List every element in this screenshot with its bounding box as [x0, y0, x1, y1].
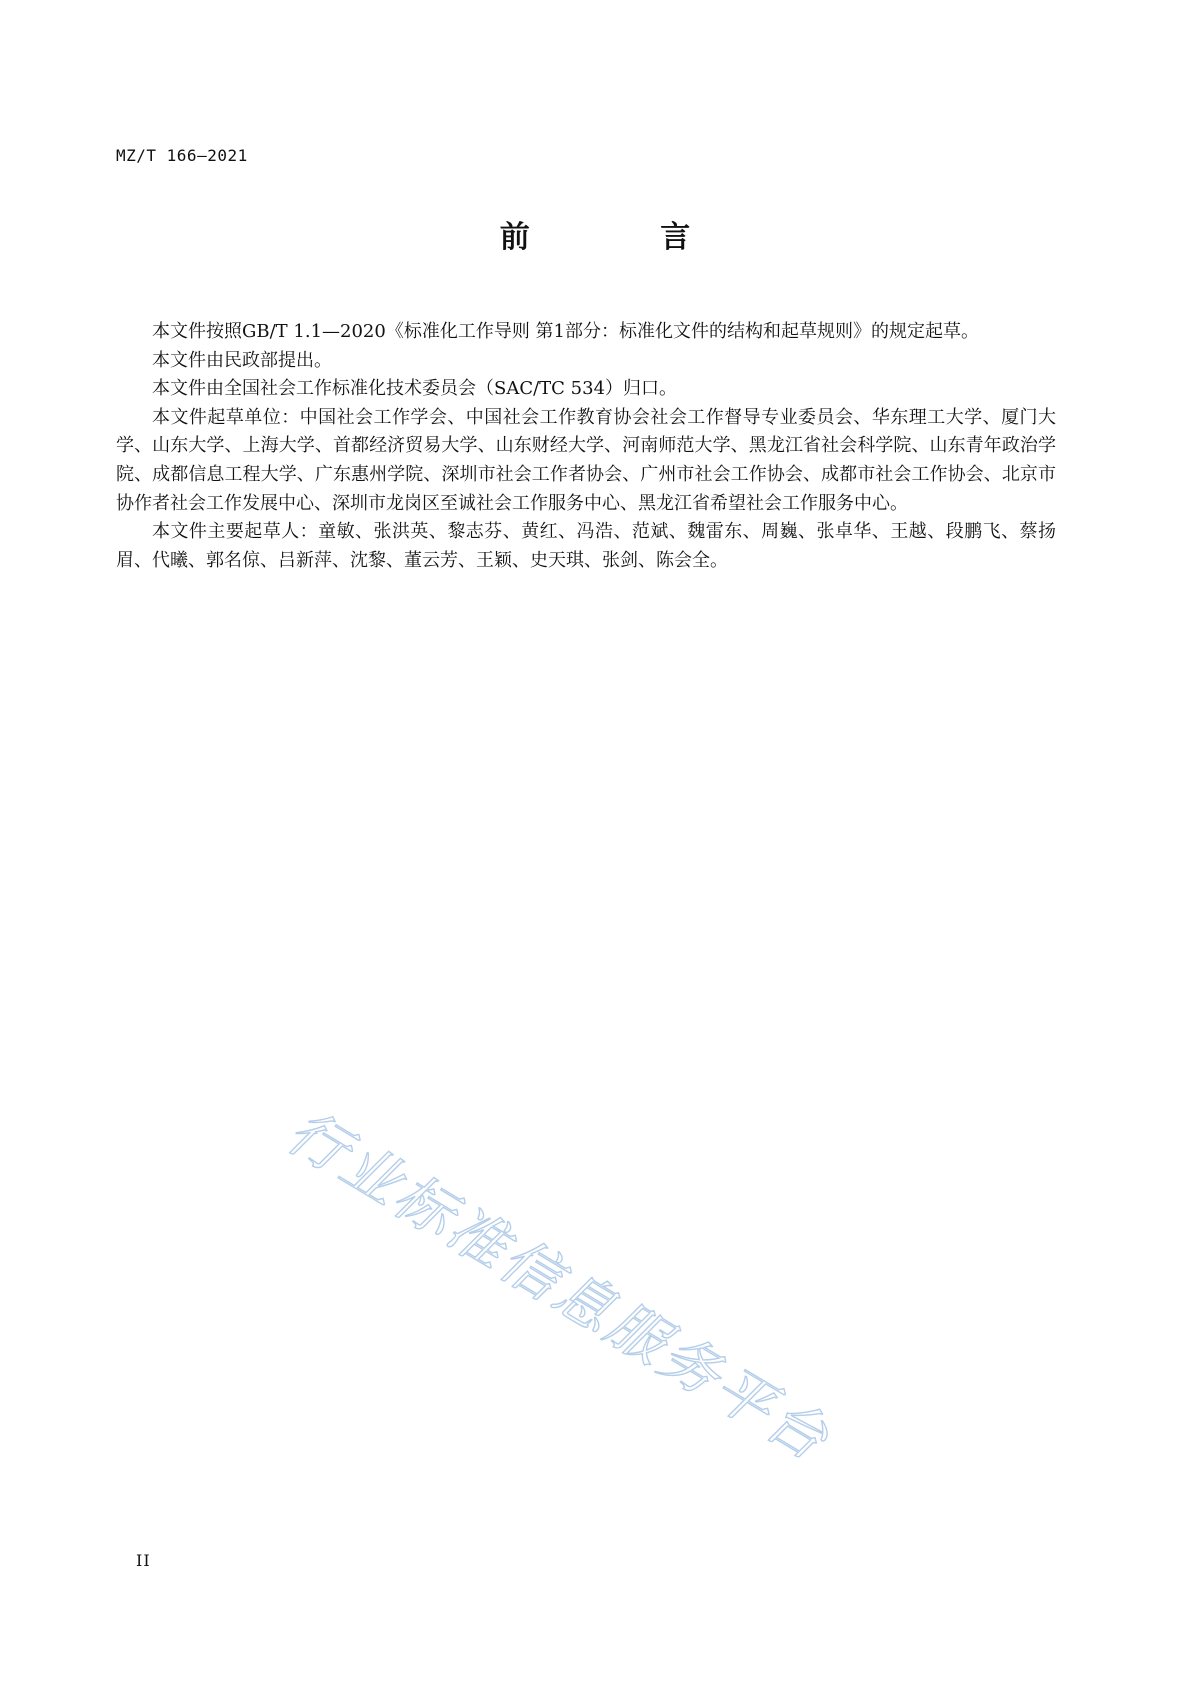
standard-code: MZ/T 166—2021: [116, 146, 248, 165]
paragraph-proposer: 本文件由民政部提出。: [152, 349, 332, 371]
page-title: 前 言: [499, 220, 751, 255]
paragraph-drafters: 本文件主要起草人：童敏、张洪英、黎志芬、黄红、冯浩、范斌、魏雷东、周巍、张卓华、王越、段鹏飞、蔡扬眉、代曦、郭名倞、吕新萍、沈黎、董云芳、王颖、史天琪、张剑、陈会全。: [116, 521, 1056, 571]
paragraph-drafting-units: 本文件起草单位：中国社会工作学会、中国社会工作教育协会社会工作督导专业委员会、华东理工大学、厦门大学、山东大学、上海大学、首都经济贸易大学、山东财经大学、河南师范大学、黑龙江省社会科学院、山东青年政治学院、成都信息工程大学、广东惠州学院、深圳市社会工作者协会、广州市社会工作协会、成都市社会工作协会、北京市协作者社会工作发展中心、深圳市龙岗区至诚社会工作服务中心、黑龙江省希望社会工作服务中心。: [116, 406, 1056, 514]
paragraph-drafting-rules: 本文件按照GB/T 1.1—2020《标准化工作导则 第1部分：标准化文件的结构和起草规则》的规定起草。: [152, 321, 980, 342]
watermark: 行业标准信息服务平台: [275, 1097, 843, 1475]
foreword-body: [116, 318, 1056, 575]
page-number: II: [136, 1551, 151, 1570]
paragraph-committee: 本文件由全国社会工作标准化技术委员会（SAC/TC 534）归口。: [152, 378, 678, 400]
